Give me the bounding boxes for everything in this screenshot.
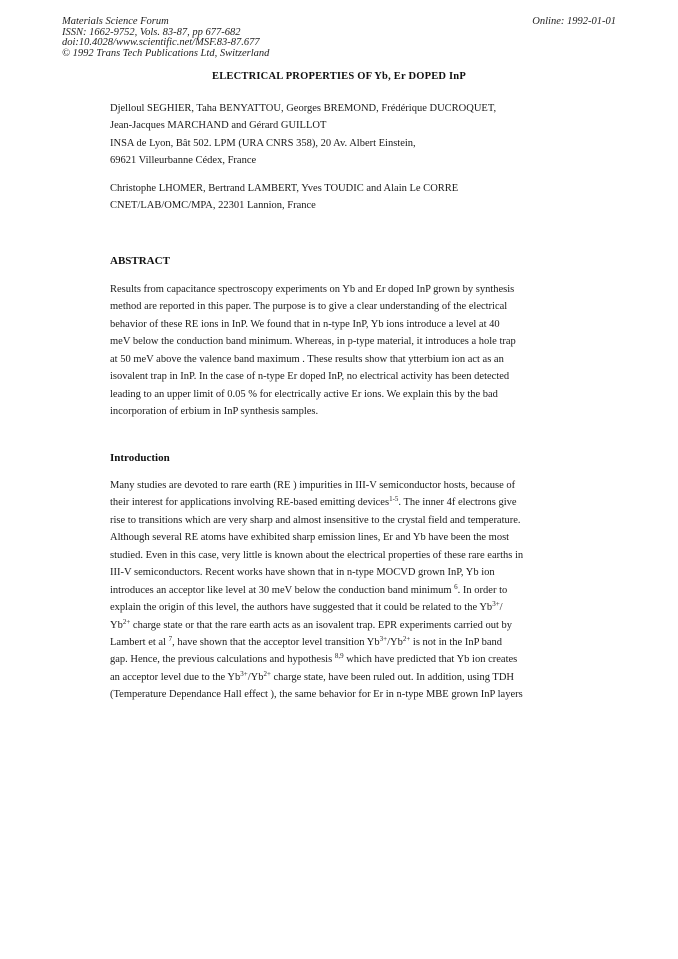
- intro-line: explain the origin of this level, the authors have suggested that it could be related to the $Yb^{3+}/$: [110, 600, 503, 614]
- copyright-line: © 1992 Trans Tech Publications Ltd, Switzerland: [62, 47, 270, 59]
- charge-superscript: 2+: [263, 669, 271, 678]
- charge-superscript: 2+: [122, 617, 131, 626]
- affiliation-line: CNET/LAB/OMC/MPA, 22301 Lannion, France: [110, 200, 316, 212]
- abstract-line: isovalent trap in InP. In the case of n-type Er doped InP, no electrical activity has been detected: [110, 371, 510, 383]
- intro-line: $Yb^{2+}$ charge state or that the rare earth acts as an isovalent trap. EPR experiments carried out by: [110, 617, 513, 631]
- reference-superscript: 8,9: [334, 652, 344, 661]
- affiliation-line: INSA de Lyon, Bât 502. LPM (URA CNRS 358), 20 Av. Albert Einstein,: [110, 137, 416, 149]
- doi-line: doi:10.4028/www.scientific.net/MSF.83-87.677: [62, 37, 260, 49]
- abstract-line: at 50 meV above the valence band maximum . These results show that ytterbium ion act as an: [110, 353, 504, 365]
- publication-meta: [62, 17, 269, 59]
- intro-line: (Temperature Dependance Hall effect ), the same behavior for Er in n-type MBE grown InP layers: [110, 689, 523, 701]
- author-line: Djelloul SEGHIER, Taha BENYATTOU, Georges BREMOND, Frédérique DUCROQUET,: [110, 103, 497, 114]
- online-date: Online: 1992-01-01: [532, 16, 616, 27]
- abstract-line: Results from capacitance spectroscopy experiments on Yb and Er doped InP grown by synthesis: [110, 284, 515, 295]
- abstract-line: incorporation of erbium in InP synthesis samples.: [110, 406, 319, 418]
- author-line: Christophe LHOMER, Bertrand LAMBERT, Yves TOUDIC and Alain Le CORRE: [110, 183, 459, 194]
- reference-superscript: 6: [454, 582, 458, 591]
- journal-name: Materials Science Forum: [62, 16, 169, 27]
- author-block-1: [110, 100, 550, 169]
- reference-superscript: 7: [168, 634, 173, 643]
- reference-superscript: 1-5: [389, 495, 399, 504]
- abstract-line: meV below the conduction band minimum. Whereas, in p-type material, it introduces a hole trap: [110, 336, 516, 348]
- affiliation-line: 69621 Villeurbanne Cédex, France: [110, 154, 257, 166]
- introduction-heading: Introduction: [110, 452, 170, 464]
- intro-line: Many studies are devoted to rare earth (RE ) impurities in III-V semiconductor hosts, because of: [110, 480, 516, 491]
- abstract-line: method are reported in this paper. The purpose is to give a clear understanding of the electrical: [110, 301, 508, 313]
- intro-line: introduces an acceptor like level at 30 meV below the conduction band minimum $^6$. In order to: [110, 582, 508, 596]
- intro-line: Although several RE atoms have exhibited sharp emission lines, Er and Yb have been the most: [110, 532, 510, 544]
- abstract-text: [110, 281, 550, 421]
- abstract-heading: ABSTRACT: [110, 255, 170, 267]
- intro-line: rise to transitions which are very sharp and almost insensitive to the crystal field and temperature.: [110, 514, 521, 526]
- abstract-line: behavior of these RE ions in InP. We found that in n-type InP, Yb ions introduce a level at 40: [110, 318, 500, 330]
- charge-superscript: 3+: [492, 600, 500, 609]
- intro-line: their interest for applications involving RE-based emitting devices$^{1-5}$. The inner 4f electrons give: [110, 495, 517, 509]
- intro-line: an acceptor level due to the $Yb^{3+}/Yb^{2+}$ charge state, have been ruled out. In addition, using TDH: [110, 669, 514, 683]
- issn-line: ISSN: 1662-9752, Vols. 83-87, pp 677-682: [62, 26, 241, 38]
- abstract-line: leading to an upper limit of 0.05 % for electrically active Er ions. We explain this by the bad: [110, 388, 498, 400]
- intro-line: Lambert et al $^7$, have shown that the acceptor level transition $Yb^{3+}/Yb^{2+}$ is not in the InP band: [110, 634, 503, 648]
- charge-superscript: 3+: [379, 634, 388, 643]
- author-block-2: [110, 180, 550, 215]
- paper-title: ELECTRICAL PROPERTIES OF Yb, Er DOPED InP: [212, 71, 466, 82]
- introduction-text: [110, 477, 550, 704]
- intro-line: gap. Hence, the previous calculations and hypothesis $^{8,9}$ which have predicted that Yb ion creates: [110, 652, 518, 666]
- charge-superscript: 3+: [240, 669, 248, 678]
- intro-line: studied. Even in this case, very little is known about the electrical properties of these rare earths in: [110, 549, 524, 561]
- charge-superscript: 2+: [402, 634, 411, 643]
- intro-line: III-V semiconductors. Recent works have shown that in n-type MOCVD grown InP, Yb ion: [110, 567, 495, 579]
- author-line: Jean-Jacques MARCHAND and Gérard GUILLOT: [110, 120, 327, 132]
